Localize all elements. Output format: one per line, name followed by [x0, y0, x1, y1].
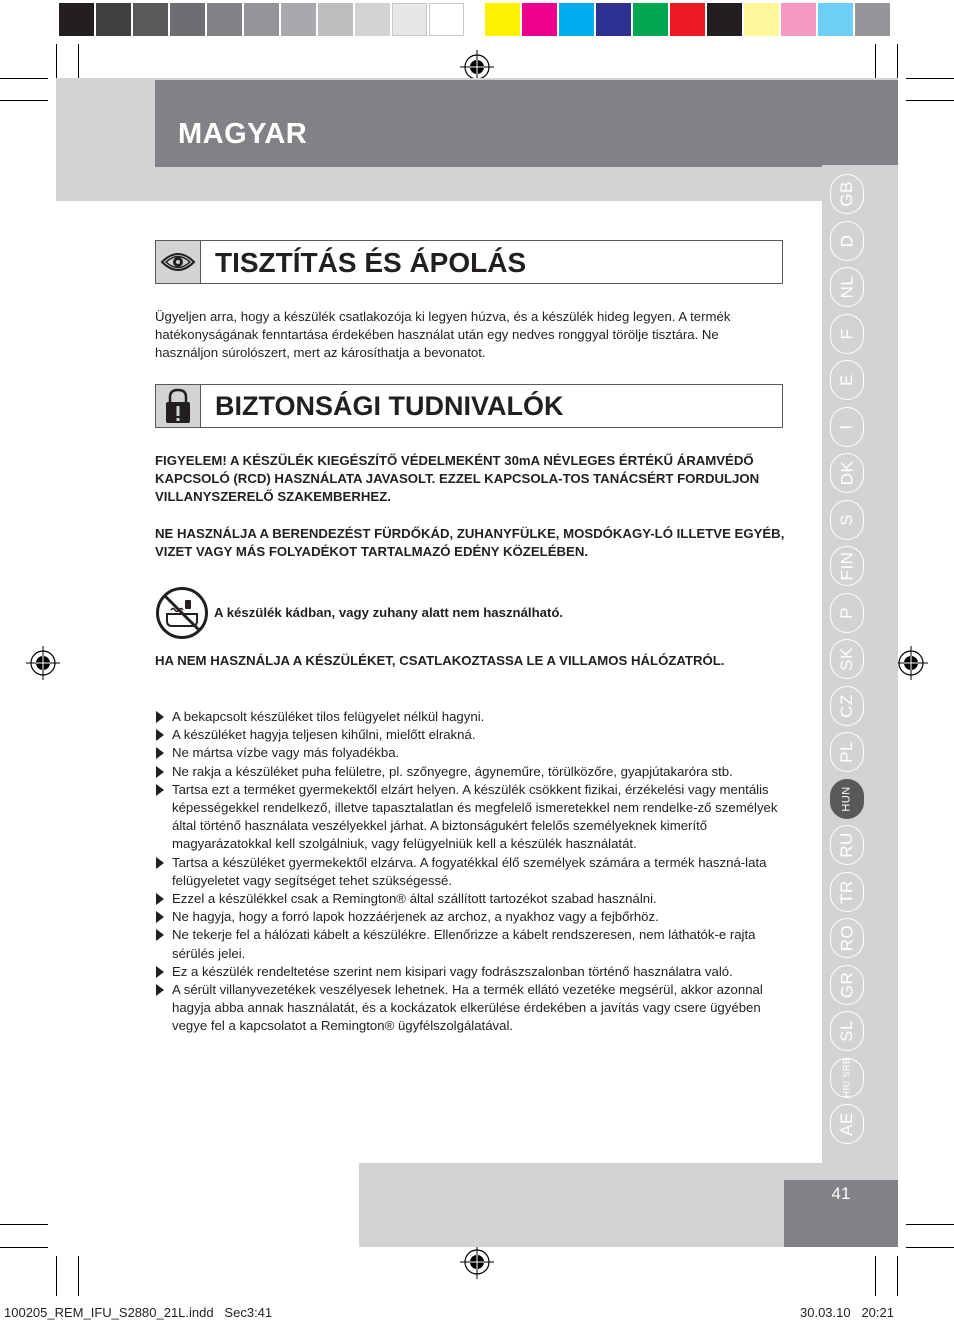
- eye-icon: [156, 241, 200, 283]
- registration-mark-icon: [894, 646, 928, 680]
- language-tab-nl[interactable]: [830, 267, 864, 307]
- list-item: Ne mártsa vízbe vagy más folyadékba.: [155, 744, 795, 762]
- language-tab-label: HR/ SRB: [841, 1057, 852, 1098]
- grayscale-swatch: [429, 3, 464, 36]
- language-tab-label: S: [837, 513, 856, 526]
- language-tab-label: CZ: [836, 693, 856, 718]
- language-tab-label: SL: [836, 1020, 856, 1042]
- cleaning-body: Ügyeljen arra, hogy a készülék csatlakozója ki legyen húzva, és a készülék hideg legyen. A termék hatékonyságának fenntartása érdekében használat után egy nedves ronggyal törölje tisztára. Ne használjon súrolószert, mert az károsíthatja a bevonatot.: [155, 309, 731, 361]
- language-tab-p[interactable]: [830, 593, 864, 633]
- language-tab-label: D: [837, 234, 856, 247]
- process-swatch: [744, 3, 779, 36]
- language-tab-label: DK: [837, 460, 856, 486]
- process-swatch: [670, 3, 705, 36]
- crop-mark: [0, 78, 48, 79]
- crop-mark: [906, 1247, 954, 1248]
- language-tab-label: AE: [837, 1112, 856, 1136]
- process-swatch: [707, 3, 742, 36]
- language-tab-s[interactable]: [830, 500, 864, 540]
- language-tab-f[interactable]: [830, 314, 864, 354]
- list-item: Ez a készülék rendeltetése szerint nem kisipari vagy fodrászszalonban történő használatra való.: [155, 963, 795, 981]
- grayscale-swatch: [318, 3, 353, 36]
- bath-warning: NE HASZNÁLJA A BERENDEZÉST FÜRDŐKÁD, ZUHANYFÜLKE, MOSDÓKAGY-LÓ ILLETVE EGYÉB, VIZET VAGY MÁS FOLYADÉKOT TARTALMAZÓ EDÉNY KÖZELÉBEN.: [155, 526, 785, 560]
- language-tab-cz[interactable]: [830, 686, 864, 726]
- no-bath-icon: [155, 586, 209, 640]
- grayscale-swatch: [392, 3, 427, 36]
- safety-icon-box: [156, 385, 201, 427]
- language-tab-tr[interactable]: [830, 872, 864, 912]
- language-tab-label: GR: [837, 971, 856, 998]
- language-tab-dk[interactable]: [830, 453, 864, 493]
- page-number: 41: [831, 1184, 851, 1203]
- language-tab-label: RU: [837, 832, 856, 858]
- language-tab-hrsrb[interactable]: [830, 1058, 864, 1098]
- unplug-warning: HA NEM HASZNÁLJA A KÉSZÜLÉKET, CSATLAKOZTASSA LE A VILLAMOS HÁLÓZATRÓL.: [155, 653, 725, 668]
- language-tab-label: I: [836, 423, 856, 430]
- language-tab-label: HUN: [841, 785, 853, 812]
- process-swatch: [485, 3, 520, 36]
- cleaning-section-header: [155, 240, 783, 284]
- cleaning-title: TISZTÍTÁS ÉS ÁPOLÁS: [215, 247, 527, 278]
- grayscale-swatch: [59, 3, 94, 36]
- rcd-warning: FIGYELEM! A KÉSZÜLÉK KIEGÉSZÍTŐ VÉDELMEKÉNT 30mA NÉVLEGES ÉRTÉKŰ ÁRAMVÉDŐ KAPCSOLÓ (RCD) HASZNÁLATA JAVASOLT. EZZEL KAPCSOLA-TOS TANÁCSÉRT FORDULJON VILLANYSZERELŐ SZAKEMBERHEZ.: [155, 453, 760, 505]
- language-tab-ae[interactable]: [830, 1104, 864, 1144]
- list-item: Tartsa ezt a terméket gyermekektől elzárt helyen. A készülék csökkent fizikai, érzékelési vagy mentális képességekkel rendelkező, illetve tapasztalatlan és megfelelő ismeretekkel nem rendelke-ző személyek által történő használata veszélyekkel járhat. A biztonságukért felelős személyeknek kimerítő magyarázatokkal kell szolgálniuk, vagy felügyelniük kell a készülék használatát.: [155, 781, 795, 854]
- language-title: MAGYAR: [178, 118, 308, 150]
- grayscale-swatch: [170, 3, 205, 36]
- list-item: Ezzel a készülékkel csak a Remington® által szállított tartozékot szabad használni.: [155, 890, 795, 908]
- registration-mark-icon: [460, 1245, 494, 1279]
- list-item: A bekapcsolt készüléket tilos felügyelet nélkül hagyni.: [155, 708, 795, 726]
- process-swatch: [596, 3, 631, 36]
- crop-mark: [0, 1247, 48, 1248]
- process-swatch: [781, 3, 816, 36]
- grayscale-swatch: [281, 3, 316, 36]
- language-tab-sl[interactable]: [830, 1011, 864, 1051]
- list-item: Ne rakja a készüléket puha felületre, pl. szőnyegre, ágyneműre, törülközőre, gyapjútakaróra stb.: [155, 763, 795, 781]
- crop-mark: [906, 100, 954, 101]
- crop-mark: [906, 78, 954, 79]
- language-tab-d[interactable]: [830, 221, 864, 261]
- crop-mark: [897, 1256, 898, 1296]
- safety-section-header: [155, 384, 783, 428]
- language-tab-label: FIN: [836, 551, 856, 581]
- crop-mark: [906, 1224, 954, 1225]
- language-tab-ro[interactable]: [830, 918, 864, 958]
- warning-lock-icon: [156, 385, 200, 427]
- crop-mark: [78, 1256, 79, 1296]
- process-swatch: [559, 3, 594, 36]
- grayscale-swatch: [133, 3, 168, 36]
- language-tab-label: F: [836, 328, 856, 339]
- language-tab-label: SK: [837, 647, 856, 671]
- footer-date: 30.03.10 20:21: [800, 1305, 894, 1320]
- language-tab-label: TR: [836, 879, 856, 904]
- crop-mark: [0, 100, 48, 101]
- language-tab-pl[interactable]: [830, 732, 864, 772]
- process-swatch: [633, 3, 668, 36]
- language-tab-e[interactable]: [830, 360, 864, 400]
- crop-mark: [875, 1256, 876, 1296]
- grayscale-swatch: [355, 3, 390, 36]
- language-tab-gb[interactable]: [830, 174, 864, 214]
- language-tab-label: NL: [836, 275, 856, 299]
- crop-mark: [0, 1224, 48, 1225]
- language-tab-label: P: [837, 606, 856, 619]
- footer-file-info: 100205_REM_IFU_S2880_21L.indd Sec3:41: [4, 1305, 273, 1320]
- cleaning-icon-box: [156, 241, 201, 283]
- language-tab-label: E: [837, 374, 856, 386]
- bath-icon-caption: A készülék kádban, vagy zuhany alatt nem használható.: [214, 605, 564, 620]
- grayscale-swatch: [244, 3, 279, 36]
- language-tab-label: RO: [837, 924, 856, 952]
- process-color-bar: [485, 3, 892, 36]
- language-tab-gr[interactable]: [830, 965, 864, 1005]
- safety-title: BIZTONSÁGI TUDNIVALÓK: [215, 391, 564, 421]
- list-item: Ne hagyja, hogy a forró lapok hozzáérjenek az archoz, a nyakhoz vagy a fejbőrhöz.: [155, 908, 795, 926]
- process-swatch: [522, 3, 557, 36]
- list-item: A sérült villanyvezetékek veszélyesek lehetnek. Ha a termék ellátó vezetéke megsérül, akkor azonnal hagyja abba annak használatát, és a kockázatok elkerülése érdekében a javítás vagy csere ügyében vegye fel a kapcsolatot a Remington® ügyfélszolgálatával.: [155, 981, 795, 1036]
- registration-mark-icon: [26, 646, 60, 680]
- safety-bullet-list: [155, 708, 795, 1036]
- language-tab-sk[interactable]: [830, 639, 864, 679]
- grayscale-color-bar: [59, 3, 466, 36]
- crop-mark: [56, 1256, 57, 1296]
- language-tab-i[interactable]: [830, 407, 864, 447]
- list-item: Tartsa a készüléket gyermekektől elzárva. A fogyatékkal élő személyek számára a termék haszná-lata felügyeletet vagy segítséget tehet szükségessé.: [155, 854, 795, 890]
- list-item: Ne tekerje fel a hálózati kábelt a készülékre. Ellenőrizze a kábelt rendszeresen, nem láthatók-e rajta sérülés jelei.: [155, 926, 795, 962]
- language-tab-hun[interactable]: [830, 779, 864, 819]
- language-tab-label: PL: [836, 741, 856, 763]
- language-tab-label: GB: [837, 181, 856, 207]
- process-swatch: [855, 3, 890, 36]
- grayscale-swatch: [96, 3, 131, 36]
- language-tab-fin[interactable]: [830, 546, 864, 586]
- grayscale-swatch: [207, 3, 242, 36]
- language-tab-ru[interactable]: [830, 825, 864, 865]
- list-item: A készüléket hagyja teljesen kihűlni, mielőtt elrakná.: [155, 726, 795, 744]
- process-swatch: [818, 3, 853, 36]
